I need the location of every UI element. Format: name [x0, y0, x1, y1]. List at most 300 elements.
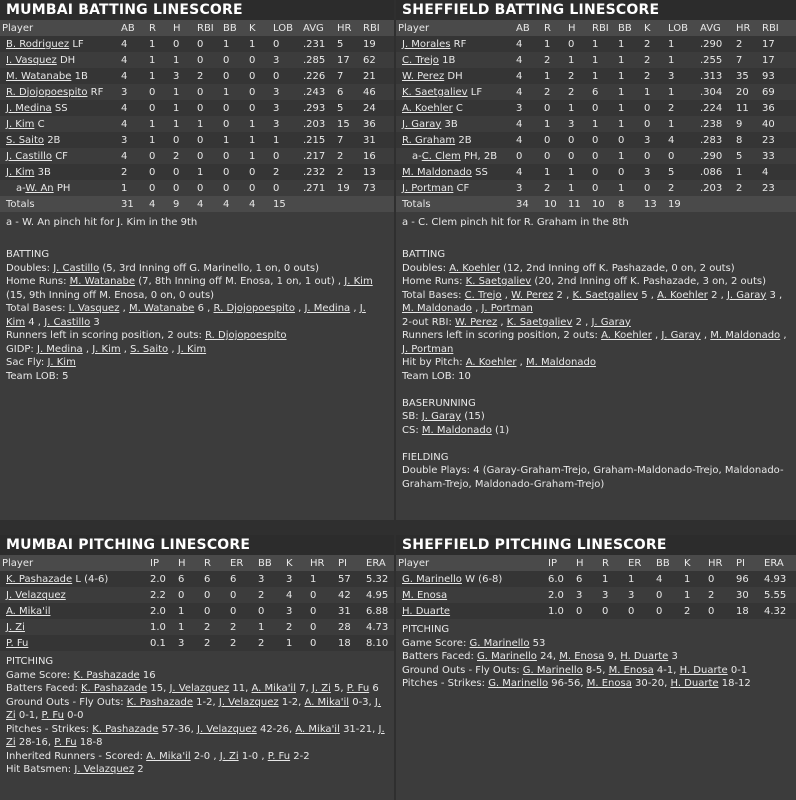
column-header: AB [516, 22, 530, 34]
player-cell [0, 84, 119, 100]
stat-cell: 35 [736, 70, 749, 82]
stat-cell: 1 [568, 166, 575, 178]
total-cell: 10 [544, 198, 557, 210]
stat-cell: 1 [568, 102, 575, 114]
player-link[interactable]: C. Trejo [464, 289, 502, 301]
stat-cell: 1 [736, 166, 743, 178]
position-label: 3B [37, 166, 51, 178]
stat-cell: 4 [286, 589, 293, 601]
stat-cell: 1 [592, 38, 599, 50]
player-link[interactable]: J. Kim [177, 343, 207, 355]
stat-cell: 93 [762, 70, 775, 82]
stat-cell: 1 [249, 150, 256, 162]
player-link[interactable]: P. Fu [41, 710, 64, 721]
stat-cell: 1 [121, 182, 128, 194]
stat-cell: 4 [121, 118, 128, 130]
player-cell [396, 571, 546, 587]
stat-cell: 1 [544, 118, 551, 130]
stat-cell: 1 [249, 118, 256, 130]
stat-cell: 7 [337, 70, 344, 82]
player-link[interactable]: J. Portman [402, 182, 454, 194]
player-cell [396, 148, 514, 164]
player-link[interactable]: R. Djojopoespito [205, 330, 287, 341]
stat-cell: 2 [644, 54, 651, 66]
stat-cell: 0 [568, 38, 575, 50]
stat-cell: 1 [249, 38, 256, 50]
stat-cell: 6 [576, 573, 583, 585]
player-link[interactable]: J. Kim [47, 357, 76, 368]
stat-cell: 0 [644, 118, 651, 130]
stat-cell: 5 [668, 166, 675, 178]
stat-cell: 1 [602, 573, 609, 585]
player-link[interactable]: J. Zi [6, 723, 385, 748]
stat-cell: 0 [644, 102, 651, 114]
player-link[interactable]: A. Mika'il [146, 750, 191, 762]
two-out-rbi-line: 2-out RBI: W. Perez , K. Saetgaliev 2 , J. Garay [402, 316, 631, 328]
stat-cell: 8.10 [366, 637, 389, 649]
player-link[interactable]: K. Pashazade [6, 573, 73, 585]
player-link[interactable]: A. Mika'il [6, 605, 51, 617]
column-header: ER [628, 557, 642, 569]
player-link[interactable]: J. Kim [6, 166, 35, 178]
player-link[interactable]: J. Velazquez [218, 696, 279, 708]
position-label: 1B [442, 54, 456, 66]
stat-cell: 73 [363, 182, 376, 194]
stat-cell: .238 [700, 118, 723, 130]
pinch-hit-footnote: a - W. An pinch hit for J. Kim in the 9th [6, 217, 198, 228]
player-cell [396, 68, 514, 84]
total-cell: 13 [644, 198, 657, 210]
stat-cell: 2 [230, 637, 237, 649]
stat-cell: .243 [303, 86, 326, 98]
player-link[interactable]: R. Djojopoespito [213, 303, 295, 314]
player-cell [396, 180, 514, 196]
player-link[interactable]: A. Koehler [601, 330, 652, 341]
player-link[interactable]: P. Fu [54, 737, 77, 748]
stat-cell: 0 [149, 182, 156, 194]
player-link[interactable]: K. Saetgaliev [402, 86, 468, 98]
player-link[interactable]: J. Zi [219, 750, 239, 762]
stat-cell: 2 [544, 54, 551, 66]
stat-cell: 0 [516, 150, 523, 162]
stat-cell: .224 [700, 102, 723, 114]
player-link[interactable]: H. Duarte [620, 651, 669, 662]
player-link[interactable]: W. Perez [402, 70, 445, 82]
sheffield-batting-panel [396, 0, 796, 520]
total-cell [760, 196, 796, 212]
stat-cell: 3 [668, 70, 675, 82]
player-link[interactable]: M. Watanabe [129, 303, 195, 314]
stat-cell: .231 [303, 38, 326, 50]
player-link[interactable]: W. An [25, 182, 54, 194]
stat-cell: 3 [286, 605, 293, 617]
stat-cell: 1 [618, 86, 625, 98]
player-link[interactable]: M. Watanabe [69, 276, 136, 287]
player-link[interactable]: J. Velazquez [6, 589, 66, 601]
stat-cell: 3 [516, 102, 523, 114]
stat-cell: 1 [668, 38, 675, 50]
table-header-row [396, 555, 796, 571]
stat-cell: 0 [708, 573, 715, 585]
player-link[interactable]: C. Clem [421, 150, 461, 162]
stat-cell: 23 [762, 134, 775, 146]
player-link[interactable]: R. Graham [402, 134, 456, 146]
player-link[interactable]: J. Medina [304, 303, 351, 314]
player-link[interactable]: M. Enosa [586, 678, 632, 689]
stat-cell: .203 [700, 182, 723, 194]
player-link[interactable]: P. Fu [267, 750, 291, 762]
position-label: RF [90, 86, 104, 98]
player-link[interactable]: J. Kim [344, 276, 373, 287]
player-link[interactable]: J. Medina [6, 102, 52, 114]
stat-cell: 3 [121, 134, 128, 146]
stat-cell: .283 [700, 134, 723, 146]
column-header: BB [618, 22, 632, 34]
player-link[interactable]: A. Koehler [402, 102, 453, 114]
column-header: K [286, 557, 293, 569]
player-link[interactable]: J. Garay [402, 118, 442, 130]
player-link[interactable]: G. Marinello [469, 637, 530, 649]
column-header: PI [736, 557, 745, 569]
player-link[interactable]: J. Castillo [44, 316, 91, 328]
mumbai-pitching-table [0, 555, 394, 651]
player-link[interactable]: H. Duarte [679, 664, 728, 676]
stat-cell: 2 [197, 70, 204, 82]
stat-cell: 2 [258, 589, 265, 601]
table-row [396, 36, 796, 52]
player-link[interactable]: J. Garay [421, 411, 462, 422]
pinch-prefix: a- [412, 150, 422, 162]
player-link[interactable]: I. Vasquez [68, 303, 120, 314]
player-link[interactable]: C. Trejo [402, 54, 439, 66]
player-link[interactable]: J. Portman [481, 303, 533, 314]
column-header: K [644, 22, 651, 34]
player-link[interactable]: K. Pashazade [92, 723, 159, 735]
column-header: BB [656, 557, 670, 569]
sheffield-pitching-notes [396, 619, 796, 695]
stat-cell: 17 [762, 38, 775, 50]
column-header: BB [258, 557, 272, 569]
stat-cell: 0 [197, 102, 204, 114]
position-label: LF [470, 86, 483, 98]
stat-cell: 5 [337, 102, 344, 114]
table-row [396, 68, 796, 84]
total-cell: 4 [149, 198, 156, 210]
total-cell: 19 [668, 198, 681, 210]
stat-cell: 0 [618, 166, 625, 178]
player-link[interactable]: G. Marinello [522, 664, 583, 676]
stat-cell: 1 [178, 605, 185, 617]
sheffield-pitching-table [396, 555, 796, 619]
player-link[interactable]: J. Zi [6, 696, 382, 721]
sheffield-pitching-panel [396, 535, 796, 800]
stat-cell: 1 [149, 134, 156, 146]
player-link[interactable]: J. Medina [37, 343, 83, 355]
player-link[interactable]: H. Duarte [670, 678, 719, 689]
stat-cell: 6 [337, 86, 344, 98]
player-link[interactable]: M. Enosa [559, 651, 605, 662]
stat-cell: 1 [149, 38, 156, 50]
stat-cell: 3 [568, 118, 575, 130]
batters-faced-line: Batters Faced: G. Marinello 24, M. Enosa 9, H. Duarte 3 [402, 651, 678, 662]
stat-cell: 1 [684, 589, 691, 601]
stat-cell: 2 [644, 38, 651, 50]
player-link[interactable]: A. Mika'il [304, 696, 350, 708]
table-row [396, 84, 796, 100]
stat-cell: 2 [337, 150, 344, 162]
player-link[interactable]: J. Kim [6, 303, 366, 328]
player-link[interactable]: P. Fu [346, 683, 370, 694]
total-cell [698, 196, 734, 212]
total-cell: 4 [197, 198, 204, 210]
stat-cell: 11 [736, 102, 749, 114]
stat-cell: 15 [337, 118, 350, 130]
stat-cell: 4 [121, 102, 128, 114]
inherited-runners-line: Inherited Runners - Scored: A. Mika'il 2-0 , J. Zi 1-0 , P. Fu 2-2 [6, 750, 310, 762]
player-link[interactable]: J. Garay [726, 289, 767, 301]
player-link[interactable]: J. Velazquez [169, 683, 230, 694]
player-cell [0, 164, 119, 180]
player-link[interactable]: A. Mika'il [295, 723, 340, 735]
stat-cell: 6 [230, 573, 237, 585]
player-link[interactable]: M. Maldonado [526, 357, 596, 368]
player-link[interactable]: J. Zi [311, 683, 331, 694]
game-score-line: Game Score: G. Marinello 53 [402, 637, 546, 649]
stat-cell: .285 [303, 54, 326, 66]
position-label: C [455, 102, 463, 114]
stat-cell: 2 [708, 589, 715, 601]
column-header: AVG [303, 22, 324, 34]
player-link[interactable]: J. Portman [402, 343, 454, 355]
player-cell [396, 36, 514, 52]
hit-batsmen-line: Hit Batsmen: J. Velazquez 2 [6, 764, 144, 775]
position-label: 1B [74, 70, 88, 82]
stat-cell: 42 [338, 589, 351, 601]
total-cell: 31 [121, 198, 134, 210]
player-link[interactable]: M. Maldonado [402, 303, 472, 314]
player-link[interactable]: M. Enosa [608, 664, 654, 676]
player-link[interactable]: M. Enosa [402, 589, 448, 601]
player-link[interactable]: G. Marinello [477, 651, 537, 662]
player-link[interactable]: J. Zi [6, 621, 25, 633]
table-row [396, 603, 796, 619]
player-link[interactable]: A. Koehler [449, 262, 500, 274]
stat-cell: 0 [149, 102, 156, 114]
player-link[interactable]: K. Saetgaliev [465, 276, 532, 287]
player-link[interactable]: W. Perez [511, 289, 554, 301]
stat-cell: 4.93 [764, 573, 787, 585]
position-label: 2B [47, 134, 61, 146]
player-link[interactable]: K. Saetgaliev [572, 289, 639, 301]
stat-cell: 6 [204, 573, 211, 585]
ground-fly-outs-line: Ground Outs - Fly Outs: G. Marinello 8-5, M. Enosa 4-1, H. Duarte 0-1 [402, 664, 748, 676]
stat-cell: 3 [644, 134, 651, 146]
player-link[interactable]: M. Watanabe [6, 70, 72, 82]
table-row [0, 84, 394, 100]
stat-cell: 4 [516, 70, 523, 82]
hit-by-pitch-line: Hit by Pitch: A. Koehler , M. Maldonado [402, 357, 596, 368]
stat-cell: .217 [303, 150, 326, 162]
stat-cell: 4.73 [366, 621, 389, 633]
column-header: R [602, 557, 609, 569]
player-link[interactable]: K. Pashazade [81, 683, 148, 694]
stat-cell: 17 [762, 54, 775, 66]
stat-cell: 1 [149, 54, 156, 66]
player-cell [0, 148, 119, 164]
stat-cell: 2 [258, 637, 265, 649]
player-link[interactable]: J. Velazquez [74, 764, 135, 775]
stat-cell: 18 [736, 605, 749, 617]
stat-cell: 0 [544, 102, 551, 114]
stat-cell: 1 [149, 70, 156, 82]
position-label: CF [55, 150, 68, 162]
stat-cell: .304 [700, 86, 723, 98]
player-link[interactable]: S. Saito [130, 343, 169, 355]
stolen-bases-line: SB: J. Garay (15) [402, 411, 485, 422]
stat-cell: 0 [708, 605, 715, 617]
table-row [0, 571, 394, 587]
position-label: C [37, 118, 45, 130]
stat-cell: 0 [223, 54, 230, 66]
stat-cell: 4 [516, 166, 523, 178]
player-link[interactable]: J. Garay [591, 316, 631, 328]
stat-cell: 0 [204, 605, 211, 617]
total-cell [335, 196, 361, 212]
batters-faced-line: Batters Faced: K. Pashazade 15, J. Velazquez 11, A. Mika'il 7, J. Zi 5, P. Fu 6 [6, 683, 379, 694]
player-link[interactable]: P. Fu [6, 637, 29, 649]
table-header-row [0, 20, 394, 36]
stat-cell: 1 [618, 54, 625, 66]
stat-cell: .313 [700, 70, 723, 82]
stat-cell: 69 [762, 86, 775, 98]
player-cell [396, 84, 514, 100]
player-link[interactable]: S. Saito [6, 134, 44, 146]
pitching-header: PITCHING [6, 656, 54, 667]
stat-cell: 0 [592, 134, 599, 146]
player-cell [0, 603, 148, 619]
stat-cell: 2 [544, 182, 551, 194]
stat-cell: 3 [628, 589, 635, 601]
stat-cell: 0 [310, 589, 317, 601]
stat-cell: 1 [197, 166, 204, 178]
player-link[interactable]: K. Saetgaliev [506, 316, 573, 328]
player-link[interactable]: G. Marinello [488, 678, 549, 689]
stat-cell: 0 [273, 182, 280, 194]
total-cell: 4 [249, 198, 256, 210]
stat-cell: 1 [223, 134, 230, 146]
total-cell: 15 [273, 198, 286, 210]
player-link[interactable]: M. Maldonado [421, 424, 492, 436]
player-link[interactable]: M. Maldonado [402, 166, 472, 178]
player-link[interactable]: J. Morales [402, 38, 451, 50]
player-cell [396, 116, 514, 132]
home-runs-line: Home Runs: K. Saetgaliev (20, 2nd Inning off K. Pashazade, 3 on, 2 outs) [402, 276, 767, 287]
player-link[interactable]: J. Garay [661, 330, 701, 341]
game-score-line: Game Score: K. Pashazade 16 [6, 669, 156, 681]
stat-cell: 21 [363, 70, 376, 82]
table-row [0, 603, 394, 619]
stat-cell: 0 [602, 605, 609, 617]
stat-cell: 2 [684, 605, 691, 617]
player-link[interactable]: J. Castillo [6, 150, 53, 162]
player-link[interactable]: A. Mika'il [251, 683, 296, 694]
player-link[interactable]: B. Rodriguez [6, 38, 70, 50]
stat-cell: 2 [668, 182, 675, 194]
stat-cell: 1 [644, 86, 651, 98]
stat-cell: 3 [273, 54, 280, 66]
player-link[interactable]: A. Koehler [465, 357, 517, 368]
player-link[interactable]: K. Pashazade [73, 669, 140, 681]
column-header: RBI [197, 22, 214, 34]
mumbai-batting-panel [0, 0, 394, 520]
stat-cell: 0 [273, 70, 280, 82]
player-cell [396, 100, 514, 116]
double-plays-line: Double Plays: 4 (Garay-Graham-Trejo, Graham-Maldonado-Trejo, Maldonado-Graham-Trejo, Maldonado-Graham-Trejo) [402, 465, 784, 490]
stat-cell: 1 [618, 70, 625, 82]
stat-cell: 4.32 [764, 605, 787, 617]
position-label: SS [54, 102, 68, 114]
stat-cell: 2 [286, 621, 293, 633]
stat-cell: 0 [178, 589, 185, 601]
mumbai-batting-notes [0, 212, 394, 387]
player-link[interactable]: R. Djojopoespito [6, 86, 88, 98]
player-link[interactable]: I. Vasquez [6, 54, 57, 66]
stat-cell: 1.0 [548, 605, 564, 617]
column-header: ERA [764, 557, 784, 569]
stat-cell: 40 [762, 118, 775, 130]
position-label: SS [475, 166, 488, 178]
stat-cell: 1 [592, 118, 599, 130]
player-cell [396, 603, 546, 619]
table-row [396, 132, 796, 148]
table-row [396, 52, 796, 68]
column-header: BB [223, 22, 237, 34]
stat-cell: 57 [338, 573, 351, 585]
stat-cell: 0 [310, 637, 317, 649]
totals-label: Totals [402, 198, 431, 210]
column-header: IP [150, 557, 159, 569]
stat-cell: 6 [592, 86, 599, 98]
stat-cell: 4 [656, 573, 663, 585]
stat-cell: 6.88 [366, 605, 389, 617]
pitches-strikes-line: Pitches - Strikes: G. Marinello 96-56, M. Enosa 30-20, H. Duarte 18-12 [402, 678, 751, 689]
player-link[interactable]: K. Pashazade [126, 696, 193, 708]
player-link[interactable]: M. Maldonado [710, 330, 781, 341]
stat-cell: 2 [544, 86, 551, 98]
stat-cell: 4 [516, 134, 523, 146]
stat-cell: 3 [273, 86, 280, 98]
stat-cell: 0 [149, 86, 156, 98]
column-header: Player [398, 557, 430, 569]
stat-cell: 1 [618, 102, 625, 114]
player-link[interactable]: J. Kim [92, 343, 121, 355]
table-row [396, 571, 796, 587]
stat-cell: 1 [197, 118, 204, 130]
player-link[interactable]: A. Koehler [657, 289, 708, 301]
player-link[interactable]: H. Duarte [402, 605, 451, 617]
stat-cell: 0 [249, 182, 256, 194]
stat-cell: 1 [173, 86, 180, 98]
player-link[interactable]: J. Castillo [53, 262, 100, 274]
stat-cell: 2 [273, 166, 280, 178]
column-header: AVG [700, 22, 721, 34]
player-link[interactable]: G. Marinello [402, 573, 462, 585]
player-link[interactable]: W. Perez [455, 316, 498, 328]
player-link[interactable]: J. Kim [6, 118, 35, 130]
position-label: CF [456, 182, 470, 194]
stat-cell: 62 [363, 54, 376, 66]
player-link[interactable]: J. Velazquez [197, 723, 257, 735]
